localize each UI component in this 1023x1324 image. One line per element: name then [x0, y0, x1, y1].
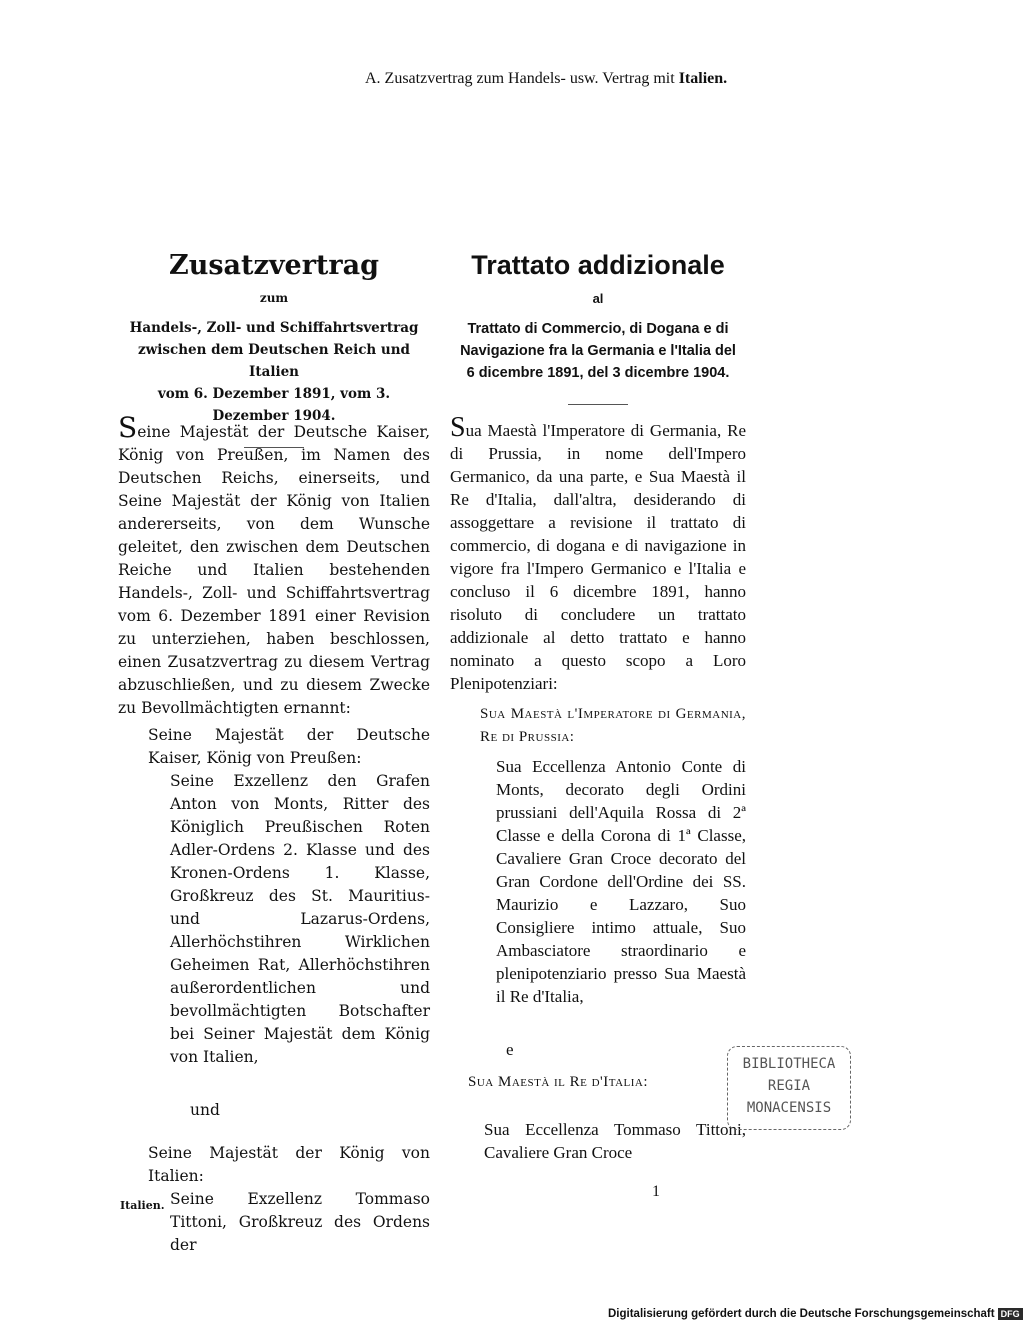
- page-number: 1: [652, 1183, 660, 1200]
- italian-preamble: [450, 412, 746, 695]
- italian-delegate-2: Sua Eccellenza Tommaso Tittoni, Cavaliere Gran Croce: [484, 1120, 746, 1162]
- italian-delegate-1: Sua Eccellenza Antonio Conte di Monts, decorato degli Ordini prussiani dell'Aquila Rossa di 2ª Classe e della Corona di 1ª Classe, Cavaliere Gran Croce decorato del Gran Cordone dell'Ordine dei SS. Maurizio e Lazzaro, Suo Consigliere intimo attuale, Suo Ambasciatore straordinario e plenipotenziario presso Sua Maestà il Re d'Italia,: [496, 757, 746, 1006]
- running-head: [365, 70, 727, 88]
- library-stamp: [727, 1046, 851, 1130]
- stamp-line: BIBLIOTHECA: [742, 1056, 836, 1072]
- italian-title: Trattato addizionale: [471, 250, 725, 280]
- running-head-text: A. Zusatzvertrag zum Handels- usw. Vertrag mit: [365, 70, 679, 87]
- italian-subtitle: al: [592, 291, 604, 306]
- german-party-1: Seine Majestät der Deutsche Kaiser, König von Preußen:: [148, 726, 430, 767]
- italian-body: [450, 412, 746, 1164]
- italian-treaty-heading: [450, 318, 746, 384]
- german-heading-line: Handels-, Zoll- und Schiffahrtsvertrag: [129, 320, 419, 336]
- italian-heading-line: 6 dicembre 1891, del 3 dicembre 1904.: [466, 365, 730, 381]
- german-preamble-text: eine Majestät der Deutsche Kaiser, König von Preußen, im Namen des Deutschen Reichs, einerseits, und Seine Majestät der König von Italien andererseits, von dem Wunsche geleitet, den zwischen dem Deutschen Reiche und Italien bestehenden Handels-, Zoll- und Schiffahrtsvertrag vom 6. Dezember 1891 einer Revision zu unterziehen, haben beschlossen, einen Zusatzvertrag zu diesem Vertrag abzuschließen, und zu diesem Zwecke zu Bevollmächtigten ernannt:: [118, 423, 430, 717]
- italian-preamble-text: ua Maestà l'Imperatore di Germania, Re di Prussia, in nome dell'Impero Germanico, da una parte, e Sua Maestà il Re d'Italia, dall'altra, desiderando di assoggettare a revisione il trattato di commercio, di dogana e di navigazione in vigore fra l'Impero Germanico e l'Italia e concluso il 6 dicembre 1891, hanno risoluto di concludere un trattato addizionale al detto trattato e hanno nominato a questo scopo a Loro Plenipotenziari:: [450, 421, 746, 693]
- italian-heading-line: Navigazione fra la Germania e l'Italia del: [460, 343, 736, 359]
- german-treaty-heading: [118, 317, 430, 427]
- german-and: und: [190, 1101, 220, 1119]
- dfg-logo: DFG: [998, 1308, 1023, 1320]
- italian-heading: [450, 250, 746, 405]
- german-party-2: Seine Majestät der König von Italien:: [148, 1144, 430, 1185]
- german-preamble: [118, 411, 430, 720]
- german-delegate-2: Seine Exzellenz Tommaso Tittoni, Großkreuz des Ordens der: [170, 1190, 430, 1254]
- german-delegate-1: Seine Exzellenz den Grafen Anton von Monts, Ritter des Königlich Preußischen Roten Adler-Ordens 2. Klasse und des Kronen-Ordens 1. Klasse, Großkreuz des St. Mauritius- und Lazarus-Ordens, Allerhöchstihren Wirklichen Geheimen Rat, Allerhöchstihren außerordentlichen und bevollmächtigten Botschafter bei Seiner Majestät dem König von Italien,: [170, 772, 430, 1066]
- italian-party-2: Sua Maestà il Re d'Italia:: [468, 1074, 649, 1090]
- italian-and: e: [506, 1040, 514, 1059]
- german-heading-line: vom 6. Dezember 1891, vom 3. Dezember 1904.: [157, 386, 391, 424]
- german-subtitle: zum: [259, 291, 289, 305]
- italian-dropcap: S: [450, 412, 466, 443]
- stamp-line: REGIA: [767, 1078, 811, 1094]
- german-title: Zusatzvertrag: [168, 250, 379, 281]
- stamp-line: MONACENSIS: [746, 1100, 832, 1116]
- italian-divider: [568, 404, 628, 405]
- italian-party-1: Sua Maestà l'Imperatore di Germania, Re di Prussia:: [480, 706, 746, 745]
- signature-mark: Italien.: [120, 1199, 165, 1212]
- italian-heading-line: Trattato di Commercio, di Dogana e di: [467, 321, 729, 337]
- german-body: [118, 411, 430, 1257]
- credit-text: Digitalisierung gefördert durch die Deutsche Forschungsgemeinschaft: [608, 1308, 995, 1321]
- digitization-credit: [608, 1308, 1023, 1320]
- running-head-country: Italien.: [678, 70, 728, 87]
- german-dropcap: S: [118, 411, 138, 444]
- german-heading-line: zwischen dem Deutschen Reich und Italien: [138, 342, 410, 380]
